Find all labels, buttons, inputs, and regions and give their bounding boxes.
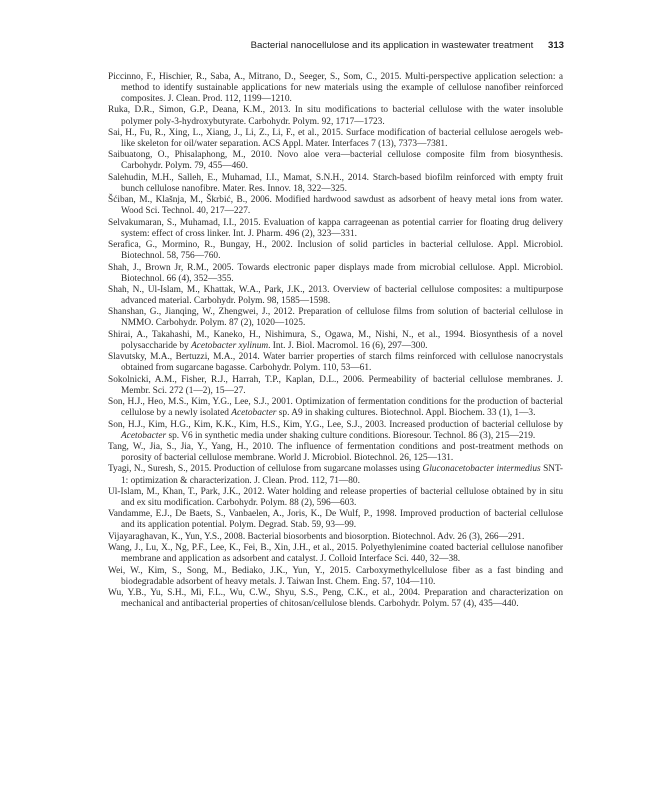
reference-text: Selvakumaran, S., Muhamad, I.I., 2015. Evaluation of kappa carrageenan as potential carrier for floating drug delivery system: effect of cross linker. Int. J. Pharm. 496 (2), 323—331. [108, 217, 563, 239]
reference-text: Wei, W., Kim, S., Song, M., Bediako, J.K., Yun, Y., 2015. Carboxymethylcellulose fiber as a fast binding and biodegradable adsorbent of heavy metals. J. Taiwan Inst. Chem. Eng. 57, 104—110. [108, 565, 563, 587]
reference-text: Shanshan, G., Jianqing, W., Zhengwei, J., 2012. Preparation of cellulose films from solution of bacterial cellulose in NMMO. Carbohydr. Polym. 87 (2), 1020—1025. [108, 307, 563, 329]
reference-text: sp. A9 in shaking cultures. Biotechnol. Appl. Biochem. 33 (1), 1—3. [276, 408, 536, 419]
reference-entry [108, 240, 563, 262]
reference-italic-text: Acetobacter [231, 408, 277, 419]
reference-entry [108, 397, 563, 419]
reference-text: Saibuatong, O., Phisalaphong, M., 2010. Novo aloe vera—bacterial cellulose composite film from biosynthesis. Carbohydr. Polym. 79, 455—460. [108, 150, 563, 172]
reference-text: Vijayaraghavan, K., Yun, Y.S., 2008. Bacterial biosorbents and biosorption. Biotechnol. Adv. 26 (3), 266—291. [108, 531, 525, 542]
reference-entry [108, 588, 563, 610]
reference-entry [108, 173, 563, 195]
reference-entry [108, 509, 563, 531]
reference-text: Tang, W., Jia, S., Jia, Y., Yang, H., 2010. The influence of fermentation conditions and post-treatment methods on porosity of bacterial cellulose membrane. World J. Microbiol. Biotechnol. 26, 125—131. [108, 442, 563, 464]
reference-text: Shah, J., Brown Jr, R.M., 2005. Towards electronic paper displays made from microbial cellulose. Appl. Microbiol. Biotechnol. 66 (4), 352—355. [108, 262, 563, 284]
reference-text: Tyagi, N., Suresh, S., 2015. Production of cellulose from sugarcane molasses using [108, 464, 423, 475]
reference-text: . Int. J. Biol. Macromol. 16 (6), 297—300. [268, 340, 428, 351]
reference-entry [108, 150, 563, 172]
reference-text: Shah, N., Ul-Islam, M., Khattak, W.A., Park, J.K., 2013. Overview of bacterial cellulose composites: a multipurpose advanced material. Carbohydr. Polym. 98, 1585—1598. [108, 284, 563, 307]
reference-entry [108, 307, 563, 329]
running-title: Bacterial nanocellulose and its application in wastewater treatment [250, 40, 534, 51]
reference-entry [108, 442, 563, 464]
reference-entry [108, 543, 563, 565]
reference-text: Son, H.J., Kim, H.G., Kim, K.K., Kim, H.S., Kim, Y.G., Lee, S.J., 2003. Increased production of bacterial cellulose by [108, 419, 563, 430]
reference-text: Piccinno, F., Hischier, R., Saba, A., Mitrano, D., Seeger, S., Som, C., 2015. Multi-perspective application selection: a method to identify sustainable applications for new materials using the example of cellulose nanofiber reinforced composites. J. Clean. Prod. 112, 1199—1210. [108, 72, 563, 105]
reference-entry [108, 352, 563, 374]
reference-entry [108, 72, 563, 105]
reference-list [108, 72, 563, 611]
reference-entry [108, 105, 563, 127]
reference-text: Sai, H., Fu, R., Xing, L., Xiang, J., Li, Z., Li, F., et al., 2015. Surface modification of bacterial cellulose aerogels web-like skeleton for oil/water separation. ACS Appl. Mater. Interfaces 7 (13), 7373—7381. [108, 127, 563, 149]
reference-entry [108, 487, 563, 509]
reference-text: Salehudin, M.H., Salleh, E., Muhamad, I.I., Mamat, S.N.H., 2014. Starch-based biofilm reinforced with empty fruit bunch cellulose nanofibre. Mater. Res. Innov. 18, 322—325. [108, 172, 563, 194]
reference-text: Ul-Islam, M., Khan, T., Park, J.K., 2012. Water holding and release properties of bacterial cellulose obtained by in situ and ex situ modification. Carbohydr. Polym. 88 (2), 596—603. [108, 486, 563, 508]
reference-entry [108, 128, 563, 150]
reference-entry [108, 532, 563, 543]
reference-text: Wang, J., Lu, X., Ng, P.F., Lee, K., Fei, B., Xin, J.H., et al., 2015. Polyethylenimine coated bacterial cellulose nanofiber membrane and application as adsorbent and catalyst. J. Colloid Interface Sci. 440, 32—38. [108, 543, 563, 565]
reference-text: Slavutsky, M.A., Bertuzzi, M.A., 2014. Water barrier properties of starch films reinforced with cellulose nanocrystals obtained from sugarcane bagasse. Carbohydr. Polym. 110, 53—61. [108, 352, 563, 374]
reference-text: Son, H.J., Heo, M.S., Kim, Y.G., Lee, S.J., 2001. Optimization of fermentation conditions for the production of bacterial cellulose by a newly isolated [108, 397, 563, 419]
reference-entry [108, 285, 563, 307]
reference-text: Shirai, A., Takahashi, M., Kaneko, H., Nishimura, S., Ogawa, M., Nishi, N., et al., 1994. Biosynthesis of a novel polysaccharide by [108, 329, 563, 351]
reference-text: Vandamme, E.J., De Baets, S., Vanbaelen, A., Joris, K., De Wulf, P., 1998. Improved production of bacterial cellulose and its application potential. Polym. Degrad. Stab. 59, 93—99. [108, 509, 563, 531]
reference-italic-text: Acetobacter [121, 430, 167, 441]
reference-italic-text: Acetobacter xylinum [191, 340, 269, 351]
reference-entry [108, 464, 563, 486]
reference-entry [108, 195, 563, 217]
reference-entry [108, 420, 563, 442]
reference-text: Serafica, G., Mormino, R., Bungay, H., 2002. Inclusion of solid particles in bacterial cellulose. Appl. Microbiol. Biotechnol. 58, 756—760. [108, 240, 563, 262]
reference-entry [108, 566, 563, 588]
reference-entry [108, 330, 563, 352]
reference-italic-text: Gluconacetobacter intermedius [422, 464, 541, 475]
reference-text: Šćiban, M., Klašnja, M., Škrbić, B., 2006. Modified hardwood sawdust as adsorbent of heavy metal ions from water. Wood Sci. Technol. 40, 217—227. [108, 195, 563, 217]
reference-entry [108, 218, 563, 240]
reference-entry [108, 263, 563, 285]
page-number: 313 [547, 40, 564, 51]
reference-entry [108, 375, 563, 397]
running-header [251, 40, 564, 51]
reference-text: Wu, Y.B., Yu, S.H., Mi, F.L., Wu, C.W., Shyu, S.S., Peng, C.K., et al., 2004. Preparation and characterization on mechanical and antibacterial properties of chitosan/cellulose blends. Carbohydr. Polym. 57 (4), 435—440. [108, 588, 563, 610]
reference-text: SNT-1: optimization & characterization. J. Clean. Prod. 112, 71—80. [121, 464, 563, 486]
reference-text: Sokolnicki, A.M., Fisher, R.J., Harrah, T.P., Kaplan, D.L., 2006. Permeability of bacterial cellulose membranes. J. Membr. Sci. 272 (1—2), 15—27. [108, 374, 563, 396]
reference-text: sp. V6 in synthetic media under shaking culture conditions. Bioresour. Technol. 86 (3), 215—219. [166, 430, 536, 441]
reference-text: Ruka, D.R., Simon, G.P., Deana, K.M., 2013. In situ modifications to bacterial cellulose with the water insoluble polymer poly-3-hydroxybutyrate. Carbohydr. Polym. 92, 1717—1723. [108, 105, 563, 127]
